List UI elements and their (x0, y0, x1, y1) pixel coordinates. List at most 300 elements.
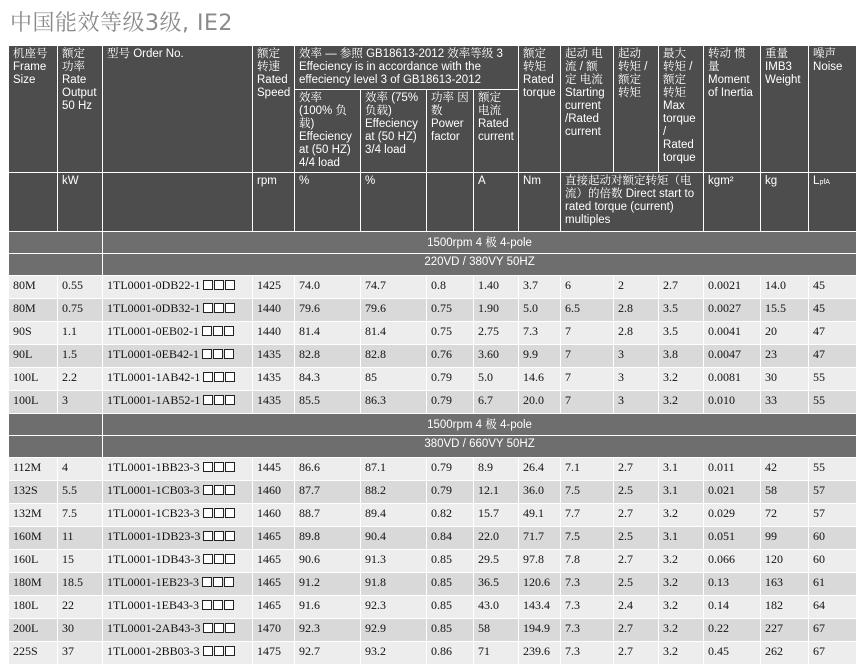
table-cell (659, 391, 704, 414)
cell-value: 30 (765, 370, 778, 384)
cell-value: 0.066 (708, 552, 736, 566)
option-code-box (202, 349, 212, 359)
section-band-row (9, 254, 857, 276)
table-cell (361, 642, 427, 665)
header-inertia: 转动 惯量 Moment of Inertia (704, 46, 761, 173)
table-row (9, 573, 857, 596)
table-cell (761, 642, 809, 665)
cell-value: 86.6 (299, 460, 320, 474)
table-cell (361, 596, 427, 619)
table-body (9, 232, 857, 665)
cell-value: 89.4 (365, 506, 386, 520)
cell-value: 87.7 (299, 483, 320, 497)
table-cell (561, 299, 614, 322)
cell-value: 6.5 (565, 301, 581, 315)
cell-value: 0.021 (708, 483, 736, 497)
unit-noise-main: L (813, 175, 820, 187)
table-cell (704, 299, 761, 322)
cell-value: 7.3 (565, 644, 581, 658)
cell-value: 1TL0001-1AB52-1 (107, 393, 201, 407)
cell-value: 36.0 (523, 483, 545, 497)
cell-value: 45 (813, 278, 826, 292)
header-max-torque: 最大 转矩 / 额定 转矩 Max torque / Rated torque (659, 46, 704, 173)
option-code-box (224, 577, 234, 587)
table-cell (103, 550, 253, 573)
cell-value: 91.8 (365, 575, 386, 589)
cell-value: 1445 (257, 460, 281, 474)
table-cell (58, 504, 103, 527)
cell-value: 1.1 (62, 324, 77, 338)
cell-value: 0.0021 (708, 278, 742, 292)
option-code-box (203, 554, 213, 564)
cell-value: 67 (813, 644, 826, 658)
cell-value: 1TL0001-1CB03-3 (107, 483, 200, 497)
cell-value: 7.3 (523, 324, 539, 338)
table-cell (561, 550, 614, 573)
table-cell (809, 276, 857, 299)
cell-value: 3 (618, 347, 625, 361)
cell-value: 2.7 (618, 506, 634, 520)
table-cell (761, 550, 809, 573)
table-cell (253, 299, 295, 322)
cell-value: 47 (813, 324, 826, 338)
cell-value: 3.5 (663, 301, 679, 315)
option-code-box (203, 280, 213, 290)
cell-value: 91.3 (365, 552, 386, 566)
table-cell (9, 573, 58, 596)
cell-value: 57 (813, 506, 826, 520)
table-cell (103, 322, 253, 345)
cell-value: 3.8 (663, 347, 679, 361)
option-code-box (225, 462, 235, 472)
cell-value: 91.6 (299, 598, 320, 612)
cell-value: 2.7 (618, 552, 634, 566)
option-code-box (213, 326, 223, 336)
cell-value: 22 (62, 598, 74, 612)
cell-value: 1TL0001-0DB32-1 (107, 301, 201, 315)
cell-value: 7 (565, 370, 572, 384)
table-cell (614, 527, 659, 550)
cell-value: 0.85 (431, 575, 452, 589)
cell-value: 0.75 (431, 301, 452, 315)
cell-value: 3.7 (523, 278, 539, 292)
table-cell (295, 550, 361, 573)
option-code-box (225, 554, 235, 564)
cell-value: 100L (13, 370, 39, 384)
cell-value: 1435 (257, 370, 281, 384)
table-cell (659, 299, 704, 322)
table-cell (561, 368, 614, 391)
unit-inertia: kgm² (704, 173, 761, 232)
cell-value: 60 (813, 552, 826, 566)
table-cell (295, 276, 361, 299)
cell-value: 2.8 (618, 324, 634, 338)
table-cell (474, 322, 519, 345)
table-cell (474, 573, 519, 596)
cell-value: 55 (813, 370, 826, 384)
option-code-box (214, 462, 224, 472)
cell-value: 92.9 (365, 621, 386, 635)
table-cell (474, 391, 519, 414)
option-code-box (213, 600, 223, 610)
cell-value: 1TL0001-1CB23-3 (107, 506, 200, 520)
section-band-row (9, 232, 857, 254)
table-cell (761, 481, 809, 504)
cell-value: 0.011 (708, 460, 735, 474)
table-cell (561, 573, 614, 596)
table-cell (253, 458, 295, 481)
table-cell (809, 619, 857, 642)
cell-value: 180M (13, 575, 42, 589)
cell-value: 3.2 (663, 506, 679, 520)
unit-eff-75: % (361, 173, 427, 232)
cell-value: 1465 (257, 552, 281, 566)
cell-value: 55 (813, 460, 826, 474)
cell-value: 7 (565, 324, 572, 338)
cell-value: 0.76 (431, 347, 452, 361)
table-cell (58, 550, 103, 573)
option-code-box (225, 623, 235, 633)
table-cell (704, 504, 761, 527)
cell-value: 55 (813, 393, 826, 407)
table-row (9, 368, 857, 391)
cell-value: 7.3 (565, 598, 581, 612)
option-code-box (214, 531, 224, 541)
cell-value: 0.0027 (708, 301, 742, 315)
table-cell (519, 322, 561, 345)
cell-value: 3.2 (663, 552, 679, 566)
cell-value: 43.0 (478, 598, 499, 612)
cell-value: 92.3 (365, 598, 386, 612)
table-cell (253, 481, 295, 504)
table-cell (474, 596, 519, 619)
table-cell (659, 322, 704, 345)
table-cell (103, 276, 253, 299)
cell-value: 1435 (257, 347, 281, 361)
table-cell (103, 527, 253, 550)
table-cell (614, 458, 659, 481)
option-code-box (203, 395, 213, 405)
cell-value: 0.029 (708, 506, 736, 520)
cell-value: 3.2 (663, 393, 679, 407)
table-cell (659, 368, 704, 391)
cell-value: 200L (13, 621, 39, 635)
table-cell (761, 345, 809, 368)
table-cell (561, 504, 614, 527)
option-code-boxes (202, 325, 235, 340)
cell-value: 112M (13, 460, 42, 474)
cell-value: 1470 (257, 621, 281, 635)
header-rated-speed: 额定 转速 Rated Speed (253, 46, 295, 173)
cell-value: 7.3 (565, 621, 581, 635)
cell-value: 163 (765, 575, 784, 589)
header-noise: 噪声 Noise (809, 46, 857, 173)
header-eff-100: 效率 (100% 负载) Effeciency at (50 HZ) 4/4 load (295, 90, 361, 173)
cell-value: 90.6 (299, 552, 320, 566)
cell-value: 7.7 (565, 506, 581, 520)
table-row (9, 322, 857, 345)
option-code-box (225, 280, 235, 290)
cell-value: 20.0 (523, 393, 545, 407)
option-code-box (203, 646, 213, 656)
option-code-box (203, 303, 213, 313)
table-cell (809, 481, 857, 504)
cell-value: 1465 (257, 529, 281, 543)
cell-value: 2.5 (618, 529, 634, 543)
table-cell (58, 527, 103, 550)
table-cell (704, 527, 761, 550)
unit-current: A (474, 173, 519, 232)
table-cell (427, 596, 474, 619)
cell-value: 2.5 (618, 575, 634, 589)
table-row (9, 550, 857, 573)
cell-value: 100L (13, 393, 39, 407)
table-cell (704, 276, 761, 299)
option-code-boxes (203, 371, 236, 386)
cell-value: 3.60 (478, 347, 499, 361)
table-cell (761, 527, 809, 550)
table-cell (9, 504, 58, 527)
table-cell (561, 345, 614, 368)
table-cell (427, 619, 474, 642)
cell-value: 7.3 (565, 575, 581, 589)
cell-value: 71 (478, 644, 490, 658)
table-cell (474, 619, 519, 642)
cell-value: 1475 (257, 644, 281, 658)
cell-value: 64 (813, 598, 826, 612)
section-band-row (9, 436, 857, 458)
cell-value: 262 (765, 644, 784, 658)
table-cell (809, 368, 857, 391)
table-cell (614, 504, 659, 527)
cell-value: 1TL0001-0DB22-1 (107, 278, 201, 292)
cell-value: 0.79 (431, 460, 452, 474)
cell-value: 7 (565, 347, 572, 361)
section-voltage-label: 220VD / 380VY 50HZ (103, 254, 857, 276)
cell-value: 22.0 (478, 529, 499, 543)
table-row (9, 458, 857, 481)
table-cell (474, 458, 519, 481)
table-cell (561, 458, 614, 481)
cell-value: 1TL0001-0EB42-1 (107, 347, 199, 361)
table-cell (561, 596, 614, 619)
cell-value: 239.6 (523, 644, 551, 658)
table-cell (427, 276, 474, 299)
table-cell (9, 299, 58, 322)
table-cell (253, 573, 295, 596)
table-cell (103, 481, 253, 504)
cell-value: 194.9 (523, 621, 551, 635)
table-cell (58, 276, 103, 299)
cell-value: 7 (565, 393, 572, 407)
table-cell (103, 368, 253, 391)
table-cell (361, 481, 427, 504)
header-rated-current: 额定 电流 Rated current (474, 90, 519, 173)
table-cell (659, 619, 704, 642)
cell-value: 1TL0001-2AB43-3 (107, 621, 201, 635)
table-row (9, 481, 857, 504)
option-code-boxes (203, 484, 236, 499)
table-cell (519, 368, 561, 391)
cell-value: 2.7 (618, 644, 634, 658)
cell-value: 91.2 (299, 575, 320, 589)
option-code-box (202, 600, 212, 610)
table-cell (9, 481, 58, 504)
table-cell (809, 322, 857, 345)
option-code-box (225, 303, 235, 313)
cell-value: 9.9 (523, 347, 539, 361)
table-cell (295, 391, 361, 414)
header-efficiency-group: 效率 — 参照 GB18613-2012 效率等级 3 Effeciency is in accordance with the effeciency level 3 of GB18613-2012 (295, 46, 519, 90)
cell-value: 1TL0001-1EB43-3 (107, 598, 199, 612)
cell-value: 0.85 (431, 598, 452, 612)
option-code-box (203, 508, 213, 518)
cell-value: 1435 (257, 393, 281, 407)
unit-speed: rpm (253, 173, 295, 232)
cell-value: 14.6 (523, 370, 545, 384)
table-cell (761, 458, 809, 481)
cell-value: 82.8 (299, 347, 320, 361)
table-cell (58, 391, 103, 414)
table-cell (9, 550, 58, 573)
table-cell (761, 368, 809, 391)
cell-value: 0.84 (431, 529, 452, 543)
cell-value: 92.3 (299, 621, 320, 635)
cell-value: 86.3 (365, 393, 386, 407)
table-cell (614, 619, 659, 642)
cell-value: 3.2 (663, 575, 679, 589)
table-cell (295, 573, 361, 596)
table-cell (427, 527, 474, 550)
cell-value: 1TL0001-1AB42-1 (107, 370, 201, 384)
table-cell (361, 504, 427, 527)
section-band-row (9, 414, 857, 436)
cell-value: 58 (765, 483, 778, 497)
cell-value: 18.5 (62, 575, 83, 589)
table-cell (761, 504, 809, 527)
table-cell (427, 642, 474, 665)
unit-weight: kg (761, 173, 809, 232)
cell-value: 23 (765, 347, 778, 361)
table-cell (809, 391, 857, 414)
cell-value: 80M (13, 301, 36, 315)
table-cell (761, 391, 809, 414)
option-code-box (203, 462, 213, 472)
option-code-box (213, 577, 223, 587)
cell-value: 92.7 (299, 644, 320, 658)
table-cell (474, 481, 519, 504)
option-code-box (213, 349, 223, 359)
cell-value: 1460 (257, 506, 281, 520)
header-frame-size: 机座号 Frame Size (9, 46, 58, 173)
option-code-boxes (202, 599, 235, 614)
table-cell (809, 642, 857, 665)
table-cell (427, 504, 474, 527)
table-cell (474, 642, 519, 665)
table-cell (474, 504, 519, 527)
table-cell (614, 391, 659, 414)
table-row (9, 596, 857, 619)
cell-value: 81.4 (299, 324, 320, 338)
table-cell (427, 573, 474, 596)
cell-value: 8.9 (478, 460, 493, 474)
option-code-boxes (203, 645, 236, 660)
table-row (9, 527, 857, 550)
cell-value: 3.1 (663, 460, 679, 474)
table-cell (704, 322, 761, 345)
cell-value: 2.5 (618, 483, 634, 497)
table-cell (519, 458, 561, 481)
table-cell (58, 345, 103, 368)
option-code-box (202, 326, 212, 336)
table-cell (614, 596, 659, 619)
option-code-box (214, 303, 224, 313)
cell-value: 0.85 (431, 552, 452, 566)
header-rated-output: 额定 功率 Rate Output 50 Hz (58, 46, 103, 173)
table-cell (103, 573, 253, 596)
table-cell (659, 504, 704, 527)
section-pole-label: 1500rpm 4 极 4-pole (103, 232, 857, 254)
table-cell (295, 458, 361, 481)
cell-value: 2.4 (618, 598, 634, 612)
table-cell (361, 322, 427, 345)
table-cell (659, 458, 704, 481)
cell-value: 60 (813, 529, 826, 543)
table-cell (474, 276, 519, 299)
section-pole-label: 1500rpm 4 极 4-pole (103, 414, 857, 436)
cell-value: 29.5 (478, 552, 499, 566)
cell-value: 15.5 (765, 301, 787, 315)
table-cell (519, 391, 561, 414)
option-code-boxes (203, 553, 236, 568)
cell-value: 88.2 (365, 483, 386, 497)
cell-value: 81.4 (365, 324, 386, 338)
table-cell (361, 527, 427, 550)
unit-order (103, 173, 253, 232)
table-cell (519, 276, 561, 299)
table-cell (519, 299, 561, 322)
table-cell (659, 276, 704, 299)
cell-value: 143.4 (523, 598, 551, 612)
table-cell (474, 368, 519, 391)
table-cell (253, 276, 295, 299)
table-row (9, 391, 857, 414)
cell-value: 3 (618, 370, 625, 384)
cell-value: 3.2 (663, 370, 679, 384)
table-cell (295, 368, 361, 391)
table-cell (761, 322, 809, 345)
table-cell (659, 481, 704, 504)
table-cell (9, 596, 58, 619)
table-cell (561, 276, 614, 299)
table-cell (809, 504, 857, 527)
header-eff-75: 效率 (75% 负载) Effeciency at (50 HZ) 3/4 load (361, 90, 427, 173)
option-code-box (214, 554, 224, 564)
cell-value: 1425 (257, 278, 281, 292)
cell-value: 0.82 (431, 506, 452, 520)
option-code-boxes (203, 507, 236, 522)
table-cell (704, 345, 761, 368)
option-code-box (203, 531, 213, 541)
table-cell (519, 642, 561, 665)
option-code-box (224, 326, 234, 336)
table-cell (58, 322, 103, 345)
unit-multiples: 直接起动对额定转矩（电流）的倍数 Direct start to rated torque (current) multiples (561, 173, 704, 232)
table-cell (58, 299, 103, 322)
table-cell (9, 345, 58, 368)
cell-value: 14.0 (765, 278, 787, 292)
table-cell (704, 391, 761, 414)
